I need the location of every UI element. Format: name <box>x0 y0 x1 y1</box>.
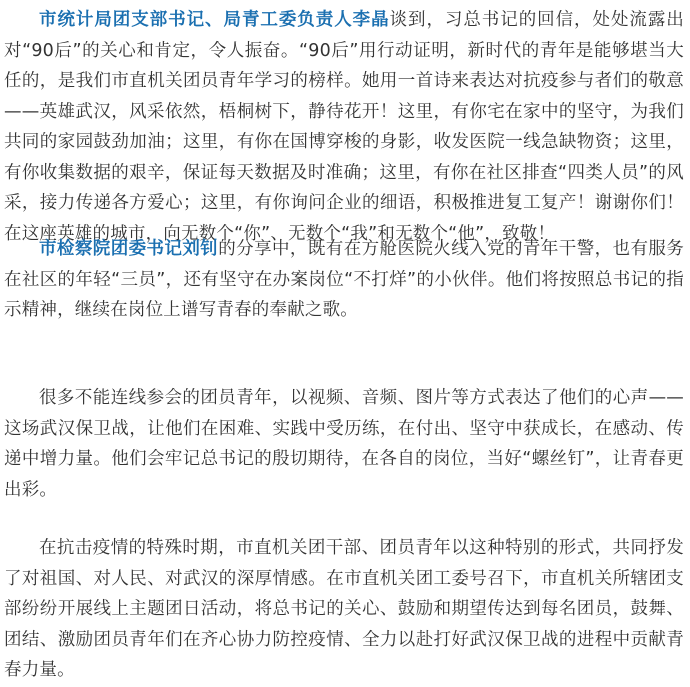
paragraph-text: 很多不能连线参会的团员青年，以视频、音频、图片等方式表达了他们的心声——这场武汉保卫战，让他们在困难、实践中受历练，在付出、坚守中获成长，在感动、传递中增力量。他们会牢记总书记的殷切期待，在各自的岗位，当好“螺丝钉”，让青春更出彩。 <box>4 388 684 500</box>
paragraph-text: 谈到，习总书记的回信，处处流露出对“90后”的关心和肯定，令人振奋。“90后”用行动证明，新时代的青年是能够堪当大任的，是我们市直机关团员青年学习的榜样。她用一首诗来表达对抗疫参与者们的敬意——英雄武汉，风采依然，梧桐树下，静待花开！这里，有你宅在家中的坚守，为我们共同的家园鼓劲加油；这里，有你在国博穿梭的身影，收发医院一线急缺物资；这里，有你收集数据的艰辛，保证每天数据及时准确；这里，有你在社区排查“四类人员”的风采，接力传递各方爱心；这里，有你询问企业的细语，积极推进复工复产！谢谢你们！在这座英雄的城市，向无数个“你”、无数个“我”和无数个“他”，致敬！ <box>4 10 684 244</box>
paragraph-li-jing <box>4 5 684 249</box>
paragraph-text: 的分享中，既有在方舱医院火线入党的青年干警，也有服务在社区的年轻“三员”，还有坚守在办案岗位“不打烊”的小伙伴。他们将按照总书记的指示精神，继续在岗位上谱写青春的奉献之歌。 <box>4 239 685 320</box>
speaker-name: 市统计局团支部书记、局青工委负责人李晶 <box>39 10 390 30</box>
paragraph-text: 在抗击疫情的特殊时期，市直机关团干部、团员青年以这种特别的形式，共同抒发了对祖国、对人民、对武汉的深厚情感。在市直机关团工委号召下，市直机关所辖团支部纷纷开展线上主题团日活动，将总书记的关心、鼓励和期望传达到每名团员，鼓舞、团结、激励团员青年们在齐心协力防控疫情、全力以赴打好武汉保卫战的进程中贡献青春力量。 <box>4 538 684 680</box>
speaker-name: 市检察院团委书记刘钊 <box>39 239 219 259</box>
paragraph-youth-voices <box>4 383 684 505</box>
paragraph-liu-zhao <box>4 234 684 326</box>
paragraph-conclusion <box>4 533 684 686</box>
